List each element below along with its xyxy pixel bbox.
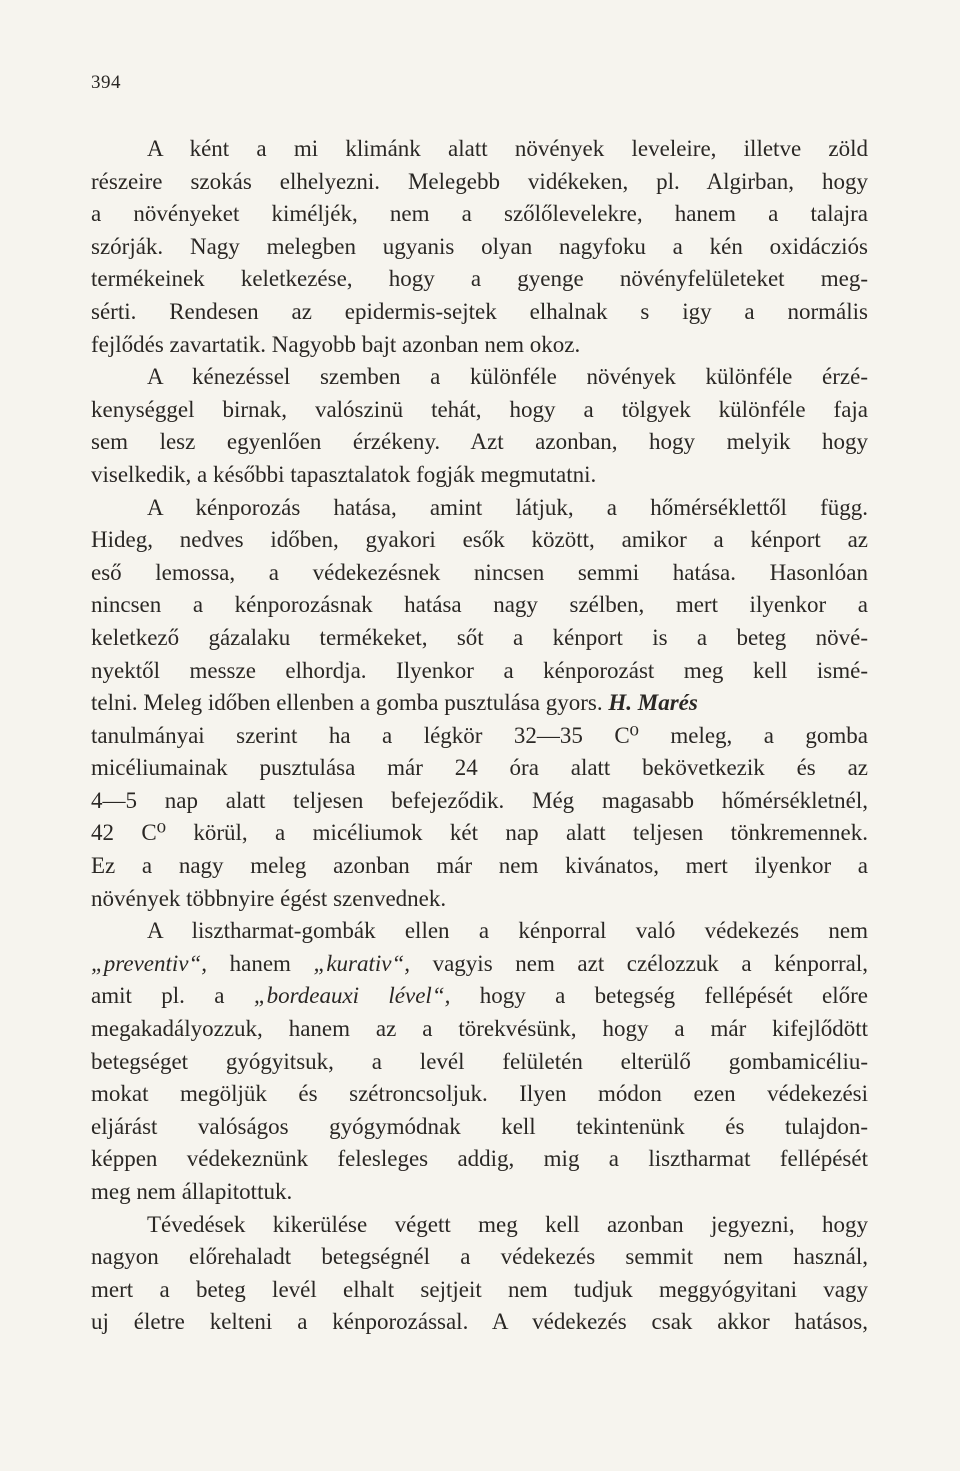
text-span: amit pl. a [91,983,254,1009]
text-line: A kénezéssel szemben a különféle növények különféle érzé- [147,364,868,390]
text-span: telni. Meleg időben ellenben a gomba pusztulása gyors. [91,690,609,716]
text-line: nincsen a kénporozásnak hatása nagy szélben, mert ilyenkor a [91,592,868,618]
text-line [91,980,868,1013]
text-line: viselkedik, a későbbi tapasztalatok fogják megmutatni. [91,461,597,487]
text-line: keletkező gázalaku termékeket, sőt a kénport is a beteg növé- [91,624,868,650]
text-line: növények többnyire égést szenvednek. [91,885,447,911]
text-line: nyektől messze elhordja. Ilyenkor a kénporozást meg kell ismé- [91,657,868,683]
text-line: fejlődés zavartatik. Nagyobb bajt azonban nem okoz. [91,331,581,357]
text-line: 42 C⁰ körül, a micéliumok két nap alatt teljesen tönkremennek. [91,820,868,846]
text-span: hanem [207,950,314,976]
page-number: 394 [91,72,121,93]
body-text [91,133,868,1339]
text-line: Tévedések kikerülése végett meg kell azonban jegyezni, hogy [147,1211,868,1237]
text-line [91,687,868,720]
text-line: meg nem állapitottuk. [91,1179,293,1204]
text-line: nagyon előrehaladt betegségnél a védekezés semmit nem használ, [91,1244,868,1270]
text-line: betegséget gyógyitsuk, a levél felületén elterülő gombamicéliu- [91,1048,868,1074]
text-line: eljárást valóságos gyógymódnak kell tekintenünk és tulajdon- [91,1113,868,1139]
text-span: vagyis nem azt czélozzuk a kénporral, [410,950,868,976]
text-line: Ez a nagy meleg azonban már nem kivánatos, mert ilyenkor a [91,853,868,879]
text-line: A ként a mi klimánk alatt növények leveleire, illetve zöld [147,136,868,161]
text-line: 4—5 nap alatt teljesen befejeződik. Még magasabb hőmérsékletnél, [91,787,868,813]
term-bordeaux: „bordeauxi lével“, [253,983,451,1009]
text-line: A kénporozás hatása, amint látjuk, a hőmérséklettől függ. [147,494,868,520]
text-line: termékeinek keletkezése, hogy a gyenge növényfelületeket meg- [91,266,868,292]
text-line: mert a beteg levél elhalt sejtjeit nem tudjuk meggyógyitani vagy [91,1276,868,1302]
text-line [91,948,868,981]
text-line: kenységgel birnak, valószinü tehát, hogy a tölgyek különféle faja [91,396,868,422]
text-line: a növényeket kiméljék, nem a szőlőlevelekre, hanem a talajra [91,201,868,227]
text-line: szórják. Nagy melegben ugyanis olyan nagyfoku a kén oxidácziós [91,233,868,259]
text-line: részeire szokás elhelyezni. Melegebb vidékeken, pl. Algirban, hogy [91,168,868,194]
text-line: micéliumainak pusztulása már 24 óra alatt bekövetkezik és az [91,755,868,781]
text-line: eső lemossa, a védekezésnek nincsen semmi hatása. Hasonlóan [91,559,868,585]
text-line: tanulmányai szerint ha a légkör 32—35 C⁰ meleg, a gomba [91,722,868,748]
text-line: sérti. Rendesen az epidermis-sejtek elhalnak s igy a normális [91,298,868,324]
text-line: képpen védekeznünk felesleges addig, mig a lisztharmat fellépését [91,1146,868,1172]
text-line: Hideg, nedves időben, gyakori esők között, amikor a kénport az [91,527,868,553]
text-line: A lisztharmat-gombák ellen a kénporral való védekezés nem [147,918,868,944]
author-name: H. Marés [608,690,698,716]
term-kurativ: „kurativ“, [313,950,411,976]
text-line: uj életre kelteni a kénporozással. A védekezés csak akkor hatásos, [91,1309,868,1335]
text-line: megakadályozzuk, hanem az a törekvésünk, hogy a már kifejlődött [91,1016,868,1042]
term-preventiv: „preventiv“, [91,950,208,976]
text-line: mokat megöljük és szétroncsoljuk. Ilyen módon ezen védekezési [91,1081,868,1107]
text-span: hogy a betegség fellépését előre [450,983,868,1009]
text-line: sem lesz egyenlően érzékeny. Azt azonban, hogy melyik hogy [91,429,868,455]
